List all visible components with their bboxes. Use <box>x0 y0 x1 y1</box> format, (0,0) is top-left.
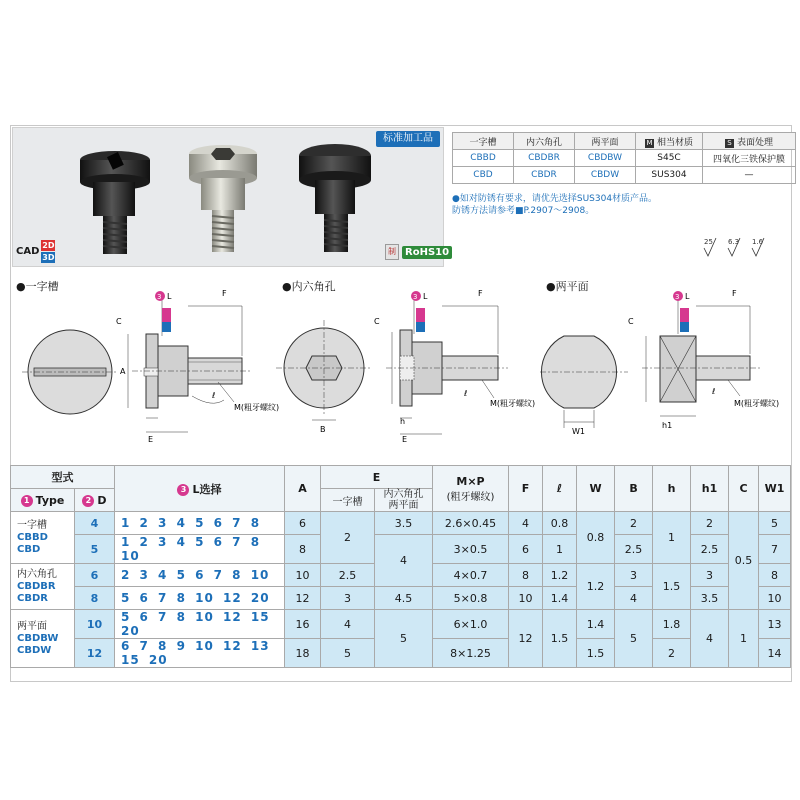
svg-text:L: L <box>423 292 428 301</box>
dim-F: F <box>222 289 227 298</box>
mp-value: 3×0.5 <box>433 535 509 564</box>
roughness-6.3: 6.3 <box>728 238 740 246</box>
a-value: 8 <box>285 535 321 564</box>
mat-cell: CBDBR <box>514 150 575 167</box>
th-A: A <box>285 466 321 512</box>
dim-L: L <box>167 292 172 301</box>
d-value[interactable]: 5 <box>75 535 115 564</box>
drawing-title-slot: ●一字槽 <box>16 280 59 293</box>
mat-header-slot: 一字槽 <box>453 133 514 150</box>
manufacturer-mark-icon: 制 <box>385 244 399 260</box>
w-value: 1.2 <box>577 564 615 610</box>
drawing-title-flats: ●两平面 <box>546 280 589 293</box>
type-group-hex: 内六角孔 CBDBR CBDR <box>11 564 75 610</box>
f-value: 4 <box>509 512 543 535</box>
svg-text:W1: W1 <box>572 427 585 436</box>
w1-value: 13 <box>759 610 791 639</box>
technical-drawings <box>12 272 788 452</box>
th-type: 1 Type <box>11 489 75 512</box>
svg-text:3: 3 <box>675 293 680 301</box>
e-hex-value: 4.5 <box>375 587 433 610</box>
h1-value: 3.5 <box>691 587 729 610</box>
w1-value: 7 <box>759 535 791 564</box>
h-value: 1.5 <box>653 564 691 610</box>
svg-text:F: F <box>732 289 737 298</box>
svg-text:3: 3 <box>413 293 418 301</box>
w1-value: 10 <box>759 587 791 610</box>
th-F: F <box>509 466 543 512</box>
svg-text:E: E <box>402 435 408 444</box>
two-flats-screw-photo <box>299 144 371 252</box>
c-value: 1 <box>729 610 759 668</box>
dim-ell: ℓ <box>212 391 216 400</box>
dim-M: M(粗牙螺纹) <box>234 403 280 412</box>
rust-notes <box>452 193 657 217</box>
e-slot-value: 3 <box>321 587 375 610</box>
cad-label: CAD <box>16 245 40 257</box>
note-line: ●如对防锈有要求，请优先选择SUS304材质产品。 <box>452 194 658 204</box>
d-value[interactable]: 6 <box>75 564 115 587</box>
d-value[interactable]: 10 <box>75 610 115 639</box>
surface-badge: S <box>725 139 734 148</box>
svg-text:h1: h1 <box>662 421 673 430</box>
a-value: 18 <box>285 639 321 668</box>
drawing-slot <box>22 289 279 444</box>
svg-text:C: C <box>628 317 634 326</box>
cad-2d-badge[interactable]: 2D <box>42 240 55 250</box>
spec-table <box>10 465 791 668</box>
svg-text:F: F <box>478 289 483 298</box>
e-hex-value: 3.5 <box>375 512 433 535</box>
th-B: B <box>615 466 653 512</box>
l-options[interactable]: 6 7 8 9 10 12 13 15 20 <box>115 639 285 668</box>
th-ell: ℓ <box>543 466 577 512</box>
slotted-screw-photo <box>80 151 150 254</box>
mat-cell: 四氧化三铁保护膜 <box>703 150 796 167</box>
rohs-badge <box>385 244 452 260</box>
mp-value: 2.6×0.45 <box>433 512 509 535</box>
f-value: 10 <box>509 587 543 610</box>
d-value[interactable]: 4 <box>75 512 115 535</box>
d-value[interactable]: 12 <box>75 639 115 668</box>
th-E-hex-flats: 内六角孔 两平面 <box>375 489 433 512</box>
ell-value: 1.5 <box>543 610 577 668</box>
h1-value: 4 <box>691 610 729 668</box>
mat-cell: S45C <box>636 150 703 167</box>
w1-value: 8 <box>759 564 791 587</box>
rohs-label: RoHS10 <box>402 246 452 259</box>
h1-value: 2.5 <box>691 535 729 564</box>
mp-value: 5×0.8 <box>433 587 509 610</box>
ell-value: 1.2 <box>543 564 577 587</box>
l-options[interactable]: 1 2 3 4 5 6 7 8 10 <box>115 535 285 564</box>
th-E-slot: 一字槽 <box>321 489 375 512</box>
svg-text:C: C <box>374 317 380 326</box>
w1-value: 5 <box>759 512 791 535</box>
standard-product-badge: 标准加工品 <box>376 131 440 147</box>
mp-value: 4×0.7 <box>433 564 509 587</box>
h-value: 2 <box>653 639 691 668</box>
cad-availability[interactable] <box>16 239 55 263</box>
a-value: 12 <box>285 587 321 610</box>
mat-cell: CBBD <box>453 150 514 167</box>
type-group-flats: 两平面 CBDBW CBDW <box>11 610 75 668</box>
th-W1: W1 <box>759 466 791 512</box>
product-photo-panel <box>12 127 444 267</box>
product-photos <box>13 128 444 267</box>
th-l-select: 3 L选择 <box>115 466 285 512</box>
drawing-hex <box>276 289 535 444</box>
d-value[interactable]: 8 <box>75 587 115 610</box>
e-slot-value: 2.5 <box>321 564 375 587</box>
mat-header-flats: 两平面 <box>575 133 636 150</box>
w-value: 1.4 <box>577 610 615 639</box>
mp-value: 8×1.25 <box>433 639 509 668</box>
ell-value: 1.4 <box>543 587 577 610</box>
type-group-slot: 一字槽 CBBD CBD <box>11 512 75 564</box>
svg-text:3: 3 <box>157 293 162 301</box>
b-value: 2 <box>615 512 653 535</box>
mat-cell: CBDW <box>575 167 636 184</box>
svg-text:h: h <box>400 417 406 426</box>
e-hex-value: 4 <box>375 535 433 587</box>
roughness-25: 25 <box>704 238 713 246</box>
w-value: 0.8 <box>577 512 615 564</box>
e-slot-value: 2 <box>321 512 375 564</box>
f-value: 12 <box>509 610 543 668</box>
svg-text:ℓ: ℓ <box>712 387 716 396</box>
w1-value: 14 <box>759 639 791 668</box>
mat-cell: CBD <box>453 167 514 184</box>
h1-value: 3 <box>691 564 729 587</box>
mat-cell: SUS304 <box>636 167 703 184</box>
e-slot-value: 5 <box>321 639 375 668</box>
ell-value: 0.8 <box>543 512 577 535</box>
th-MP: M×P (粗牙螺纹) <box>433 466 509 512</box>
th-C: C <box>729 466 759 512</box>
hex-socket-screw-photo <box>189 145 257 252</box>
mat-cell: CBDR <box>514 167 575 184</box>
surface-roughness-symbols <box>700 232 780 260</box>
l-options[interactable]: 5 6 7 8 10 12 20 <box>115 587 285 610</box>
b-value: 2.5 <box>615 535 653 564</box>
dim-E: E <box>148 435 154 444</box>
th-D: 2 D <box>75 489 115 512</box>
h-value: 1.8 <box>653 610 691 639</box>
mat-cell: CBDBW <box>575 150 636 167</box>
mat-header-material: M 相当材质 <box>636 133 703 150</box>
mp-value: 6×1.0 <box>433 610 509 639</box>
material-badge: M <box>646 138 653 147</box>
w-value: 1.5 <box>577 639 615 668</box>
b-value: 4 <box>615 587 653 610</box>
l-options[interactable]: 1 2 3 4 5 6 7 8 <box>115 512 285 535</box>
b-value: 3 <box>615 564 653 587</box>
svg-text:M(粗牙螺纹): M(粗牙螺纹) <box>734 399 780 408</box>
th-E: E <box>321 466 433 489</box>
note-line[interactable]: 防锈方法请参考■P.2907～2908。 <box>452 206 595 216</box>
drawing-flats <box>540 289 779 436</box>
svg-text:M(粗牙螺纹): M(粗牙螺纹) <box>490 399 536 408</box>
e-hex-value: 5 <box>375 610 433 668</box>
h1-value: 2 <box>691 512 729 535</box>
e-slot-value: 4 <box>321 610 375 639</box>
f-value: 6 <box>509 535 543 564</box>
cad-3d-badge[interactable]: 3D <box>42 252 55 262</box>
h-value: 1 <box>653 512 691 564</box>
l-options[interactable]: 2 3 4 5 6 7 8 10 <box>115 564 285 587</box>
a-value: 10 <box>285 564 321 587</box>
svg-text:ℓ: ℓ <box>464 389 468 398</box>
dim-C: C <box>116 317 122 326</box>
mat-header-hex: 内六角孔 <box>514 133 575 150</box>
ell-value: 1 <box>543 535 577 564</box>
mat-header-surface: S 表面处理 <box>703 133 796 150</box>
a-value: 16 <box>285 610 321 639</box>
b-value: 5 <box>615 610 653 668</box>
l-options[interactable]: 5 6 7 8 10 12 15 20 <box>115 610 285 639</box>
f-value: 8 <box>509 564 543 587</box>
svg-text:L: L <box>685 292 690 301</box>
svg-text:B: B <box>320 425 326 434</box>
material-table <box>452 132 796 184</box>
roughness-1.6: 1.6 <box>752 238 764 246</box>
dim-A: A <box>120 367 126 376</box>
mat-cell: — <box>703 167 796 184</box>
a-value: 6 <box>285 512 321 535</box>
c-value: 0.5 <box>729 512 759 610</box>
th-W: W <box>577 466 615 512</box>
th-type-group: 型式 <box>11 466 115 489</box>
th-h: h <box>653 466 691 512</box>
drawing-title-hex: ●内六角孔 <box>282 280 336 293</box>
th-h1: h1 <box>691 466 729 512</box>
